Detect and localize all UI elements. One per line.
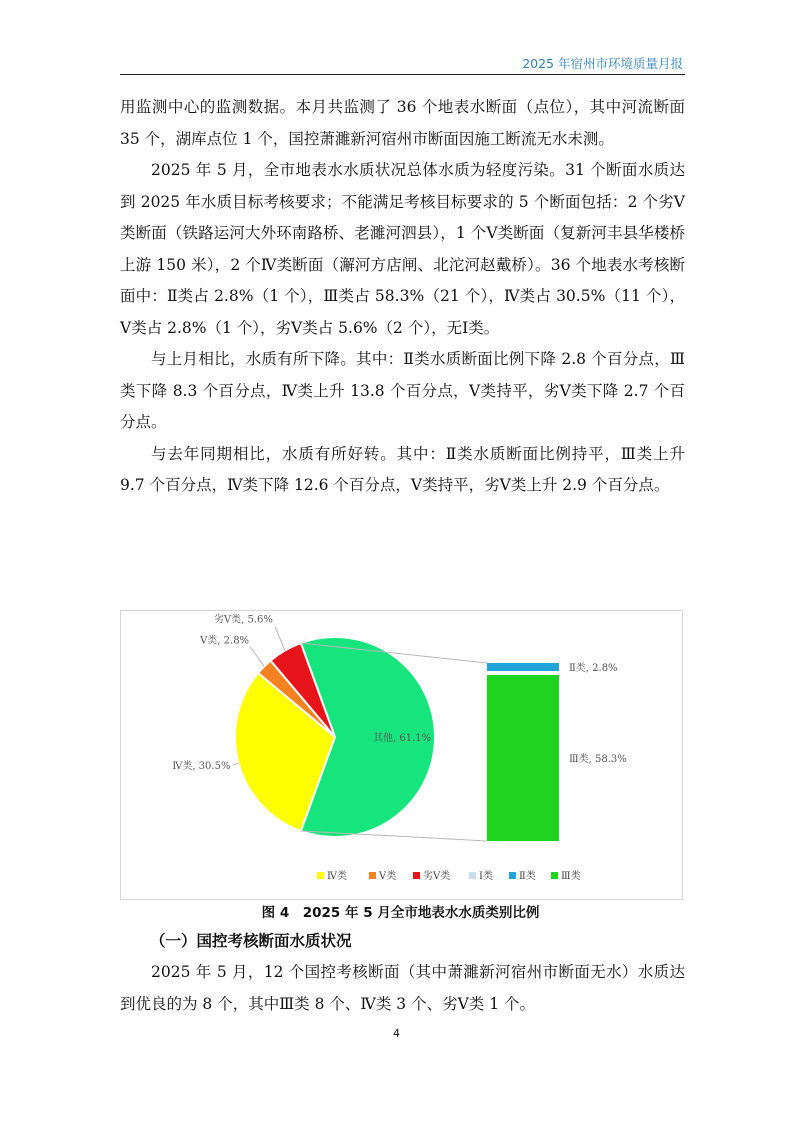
legend-item-3: Ⅰ类 bbox=[479, 871, 493, 882]
paragraph-4: 与去年同期相比，水质有所好转。其中：Ⅱ类水质断面比例持平，Ⅲ类上升 9.7 个百分点，Ⅳ类下降 12.6 个百分点，Ⅴ类持平，劣Ⅴ类上升 2.9 个百分点。 bbox=[120, 444, 685, 494]
page-header bbox=[120, 50, 685, 75]
section-text bbox=[120, 957, 685, 1020]
pie-leader-0 bbox=[232, 763, 238, 765]
legend-swatch-5 bbox=[551, 872, 558, 879]
paragraph-3: 与上月相比，水质有所下降。其中：Ⅱ类水质断面比例下降 2.8 个百分点，Ⅲ类下降 8.3 个百分点，Ⅳ类上升 13.8 个百分点，Ⅴ类持平，劣Ⅴ类下降 2.7 个百分点。 bbox=[120, 350, 685, 431]
legend-swatch-3 bbox=[469, 872, 476, 879]
pie-label-1: Ⅴ类, 2.8% bbox=[200, 635, 250, 647]
pie-leader-1 bbox=[250, 647, 264, 667]
pie-label-other: 其他, 61.1% bbox=[373, 733, 432, 744]
section-heading: （一）国控考核断面水质状况 bbox=[150, 932, 352, 950]
paragraph-1: 用监测中心的监测数据。本月共监测了 36 个地表水断面（点位），其中河流断面 35 个，湖库点位 1 个，国控萧濉新河宿州市断面因施工断流无水未测。 bbox=[120, 98, 685, 148]
legend-swatch-2 bbox=[413, 872, 420, 879]
section-paragraph-1: 2025 年 5 月，12 个国控考核断面（其中萧濉新河宿州市断面无水）水质达到优良的为 8 个，其中Ⅲ类 8 个、Ⅳ类 3 个、劣Ⅴ类 1 个。 bbox=[120, 963, 685, 1013]
pie-label-0: Ⅳ类, 30.5% bbox=[172, 761, 231, 773]
figure-caption: 图 4 2025 年 5 月全市地表水水质类别比例 bbox=[261, 905, 540, 921]
legend-item-0: Ⅳ类 bbox=[327, 871, 347, 882]
legend-swatch-0 bbox=[317, 872, 324, 879]
bar-label-0: Ⅱ类, 2.8% bbox=[569, 662, 618, 674]
water-quality-chart bbox=[120, 610, 683, 900]
chart-svg bbox=[121, 611, 682, 899]
bar-label-1: Ⅲ类, 58.3% bbox=[569, 753, 627, 765]
legend-swatch-4 bbox=[509, 872, 516, 879]
bar-segment-1 bbox=[487, 675, 559, 841]
main-text bbox=[120, 92, 685, 502]
page-number: 4 bbox=[393, 1027, 400, 1040]
pie-label-2: 劣Ⅴ类, 5.6% bbox=[213, 614, 273, 626]
header-title: 2025 年宿州市环境质量月报 bbox=[522, 56, 683, 71]
bar-segment-0 bbox=[487, 663, 559, 671]
legend-swatch-1 bbox=[369, 872, 376, 879]
legend-item-5: Ⅲ类 bbox=[561, 871, 581, 882]
pie-leader-2 bbox=[275, 626, 285, 650]
paragraph-2: 2025 年 5 月，全市地表水水质状况总体水质为轻度污染。31 个断面水质达到 2025 年水质目标考核要求；不能满足考核目标要求的 5 个断面包括：2 个劣Ⅴ类断面（铁路运河大外环南路桥、老濉河泗县），1 个Ⅴ类断面（复新河丰县华楼桥上游 150 米），2 个Ⅳ类断面（澥河方店闸、北沱河赵戴桥）。36 个地表水考核断面中：Ⅱ类占 2.8%（1 个），Ⅲ类占 58.3%（21 个），Ⅳ类占 30.5%（11 个），Ⅴ类占 2.8%（1 个），劣Ⅴ类占 5.6%（2 个），无Ⅰ类。 bbox=[120, 161, 685, 337]
legend-item-2: 劣Ⅴ类 bbox=[423, 871, 451, 882]
legend-item-4: Ⅱ类 bbox=[519, 871, 536, 882]
legend-item-1: Ⅴ类 bbox=[379, 871, 397, 882]
